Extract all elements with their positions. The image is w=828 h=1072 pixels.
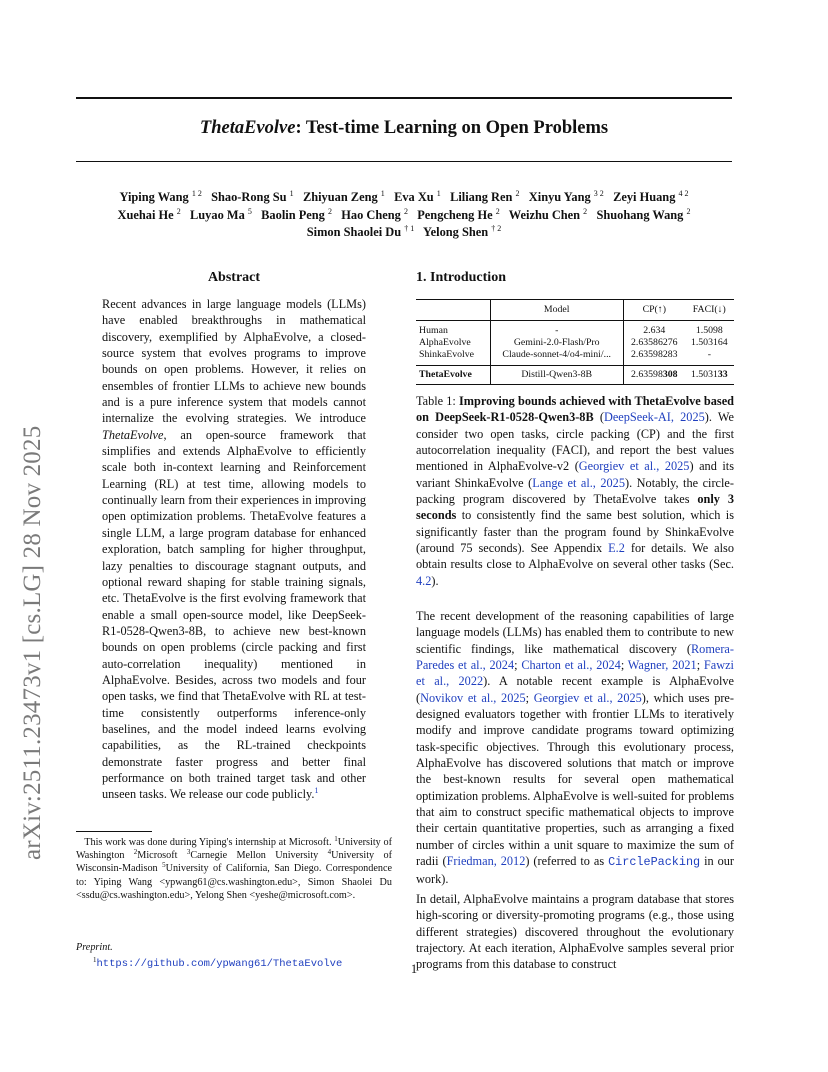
footnote-rule	[76, 831, 152, 832]
citation-link[interactable]: Charton et al., 2024	[521, 658, 621, 673]
citation-link[interactable]: Lange et al., 2025	[532, 475, 625, 490]
caption-bold: only 3 seconds	[416, 492, 734, 523]
table-header-row	[416, 300, 734, 321]
author: Zhiyuan Zeng	[302, 190, 378, 204]
table-header-cell	[416, 300, 490, 321]
caption-label: Table 1:	[416, 394, 460, 408]
table-cell: Gemini-2.0-Flash/Pro	[490, 337, 623, 349]
body-text: ). A notable recent example is AlphaEvolve (	[416, 674, 734, 705]
table-cell: 2.63598283	[631, 349, 678, 360]
table-cell: -	[707, 349, 711, 360]
affiliation-mark: 2	[327, 206, 332, 216]
abstract-system-name: ThetaEvolve	[102, 427, 164, 442]
affiliation-mark: 4 2	[678, 189, 689, 198]
affiliation: Microsoft	[137, 850, 187, 862]
affiliation-mark: 2	[495, 206, 500, 216]
table-header-cell: CP(↑)	[642, 304, 666, 315]
author: Shuohang Wang	[596, 207, 684, 222]
body-text: ;	[620, 658, 628, 673]
author: Yiping Wang	[119, 190, 189, 204]
title-system-name: ThetaEvolve	[199, 118, 296, 138]
cp-value: 2.63598	[631, 369, 663, 380]
author: Weizhu Chen	[508, 207, 581, 222]
table-cell: -	[490, 321, 623, 338]
author-line-2	[76, 207, 732, 225]
body-text: The recent development of the reasoning capabilities of large language models (LLMs) has enabled them to contribute to new scientific findings, like mathematical discovery (	[416, 609, 734, 656]
caption-bold: Improving bounds achieved with ThetaEvolve based on DeepSeek-R1-0528-Qwen3-8B	[416, 394, 734, 425]
author: Eva Xu	[394, 190, 434, 204]
author: Xinyu Yang	[528, 190, 591, 204]
footnote-mark: 1	[93, 956, 97, 964]
title-rule-top	[76, 97, 732, 99]
title-rest: : Test-time Learning on Open Problems	[295, 118, 609, 138]
paper-title	[76, 118, 732, 139]
affiliation-mark: 1 2	[191, 189, 202, 198]
author: Zeyi Huang	[613, 190, 676, 204]
cp-value-bold: 308	[662, 369, 678, 380]
table-cell: ThetaEvolve	[419, 369, 472, 380]
affiliation-mark: 1	[436, 189, 441, 198]
caption-text: ).	[431, 573, 439, 588]
section-link[interactable]: 4.2	[416, 573, 432, 588]
affiliation-mark: 3 2	[593, 189, 604, 198]
affiliation-mark: 2	[583, 206, 588, 216]
caption-text: ) and its variant ShinkaEvolve (	[416, 459, 735, 490]
table-header-cell: FACI(↓)	[692, 304, 726, 315]
affiliation-footnote	[76, 836, 392, 902]
caption-text: to consistently find the same best solution, which is significantly faster than the program found by ShinkaEvolve (around 75 seconds). See Appendix	[416, 508, 734, 556]
citation-link[interactable]: Wagner, 2021	[627, 658, 697, 673]
code-url-link[interactable]: https://github.com/ypwang61/ThetaEvolve	[96, 958, 343, 970]
author: Shao-Rong Su	[211, 190, 287, 204]
caption-text: (	[593, 410, 604, 425]
table-row-ours	[416, 366, 734, 385]
correspondence: University of California, San Diego. Correspondence to: Yiping Wang <ypwang61@cs.washington.edu>, Simon Shaolei Du <ssdu@cs.washington.edu>, Yelong Shen <yeshe@microsoft.com>.	[76, 863, 393, 901]
intro-paragraph-2: In detail, AlphaEvolve maintains a program database that stores high-scoring or diversity-promoting programs (e.g., those using different strategies) discovered throughout the evolutionary trajectory. At each iteration, AlphaEvolve samples several prior programs from this database to construct	[416, 892, 734, 972]
citation-link[interactable]: Georgiev et al., 2025	[578, 459, 690, 474]
page-number: 1	[410, 962, 418, 976]
table-cell	[685, 366, 734, 385]
citation-link[interactable]: Friedman, 2012	[446, 854, 526, 869]
table-cell: 1.5098	[695, 325, 723, 336]
author: Luyao Ma	[190, 207, 245, 222]
affiliation-mark: 2	[133, 848, 138, 857]
affiliation: University of Wisconsin-Madison	[76, 850, 392, 875]
author: Xuehai He	[117, 207, 174, 222]
caption-text: ). We consider two open tasks, circle packing (CP) and the first autocorrelation inequality (FACI), and report the best values mentioned in AlphaEvolve-v2 (	[416, 410, 734, 474]
affiliation-mark: 2	[686, 206, 691, 216]
caption-text: for details. We also obtain results close to AlphaEvolve on several other tasks (Sec.	[416, 541, 734, 572]
citation-link[interactable]: Georgiev et al., 2025	[533, 690, 642, 705]
affiliation-mark: † 1	[404, 224, 415, 233]
table-cell: 1.503164	[690, 337, 728, 348]
citation-link[interactable]: Fawzi et al., 2022	[416, 658, 734, 689]
affiliation-mark: 3	[186, 848, 191, 857]
author: Yelong Shen	[423, 225, 489, 239]
author: Baolin Peng	[261, 207, 325, 222]
author: Liliang Ren	[450, 190, 513, 204]
faci-value-bold: 33	[717, 369, 728, 380]
affiliation: University of Washington	[76, 837, 393, 862]
intro-paragraph-1	[416, 608, 734, 887]
author: Hao Cheng	[341, 207, 401, 222]
table-cell: Claude-sonnet-4/o4-mini/...	[490, 349, 623, 366]
code-link[interactable]: CirclePacking	[608, 855, 701, 870]
table-row	[416, 349, 734, 366]
author-line-1	[76, 189, 732, 207]
affiliation-mark: † 2	[491, 224, 502, 233]
footnote-link[interactable]: 1	[314, 786, 319, 796]
table-cell: 2.63586276	[631, 337, 678, 348]
table-cell	[623, 366, 684, 385]
footnote-text: This work was done during Yiping's internship at Microsoft.	[84, 837, 335, 848]
faci-value: 1.5031	[690, 369, 718, 380]
table-cell: AlphaEvolve	[419, 337, 471, 348]
author-line-3	[76, 224, 732, 242]
body-text: ;	[696, 658, 704, 673]
affiliation-mark: 4	[327, 848, 332, 857]
affiliation: Carnegie Mellon University	[190, 850, 328, 862]
author-list	[76, 189, 732, 242]
section-heading-introduction: 1. Introduction	[416, 270, 506, 285]
results-table	[416, 299, 734, 385]
citation-link[interactable]: DeepSeek-AI, 2025	[603, 410, 705, 425]
body-text: ), which uses pre-designed evaluators together with frontier LLMs to iteratively modify and improve candidate programs toward optimizing task-specific objectives. Through this evolutionary process, AlphaEvolve has discovered solutions that match or improve the best-known results for several open mathematical optimization problems. AlphaEvolve is well-suited for problems that aim to construct specific mathematical objects to improve their certain quantitative properties, such as arranging a fixed number of circles within a unit square to maximize the sum of radii (	[416, 690, 734, 869]
abstract-text-cont: , an open-source framework that simplifies and extends AlphaEvolve to efficiently scale both in-context learning and Reinforcement Learning (RL) at test time, allowing models to continually learn from their experiences in improving open optimization problems. ThetaEvolve features a single LLM, a large program database for enhanced exploration, batch sampling for higher throughput, lazy penalties to discourage stagnant outputs, and optional reward shaping for stable training signals, etc. ThetaEvolve is the first evolving framework that enable a small open-source model, like DeepSeek-R1-0528-Qwen3-8B, to achieve new best-known bounds on open problems (circle packing and first auto-correlation inequality) mentioned in AlphaEvolve. Besides, across two models and four open tasks, we find that ThetaEvolve with RL at test-time consistently outperforms inference-only baselines, and the model indeed learns evolving capabilities, as the RL-trained checkpoints demonstrate faster progress and better final performance on both trained target task and other unseen tasks. We release our code publicly.	[102, 427, 366, 802]
citation-link[interactable]: Novikov et al., 2025	[420, 690, 526, 705]
body-text: in our work).	[416, 854, 734, 886]
author: Pengcheng He	[417, 207, 493, 222]
affiliation-mark: 2	[515, 189, 520, 198]
table-row	[416, 337, 734, 349]
body-text: ;	[525, 690, 534, 705]
table-cell: ShinkaEvolve	[419, 349, 474, 360]
abstract-heading: Abstract	[207, 270, 261, 285]
affiliation-mark: 1	[334, 835, 338, 843]
affiliation-mark: 5	[247, 206, 252, 216]
affiliation-mark: 2	[403, 206, 408, 216]
preprint-label: Preprint.	[76, 942, 113, 953]
caption-text: ). Notably, the circle-packing program discovered by ThetaEvolve takes	[416, 475, 734, 507]
author: Simon Shaolei Du	[306, 225, 402, 239]
table-caption	[416, 393, 734, 589]
table-header-cell: Model	[490, 300, 623, 321]
body-text: ;	[514, 658, 522, 673]
arxiv-stamp: arXiv:2511.23473v1 [cs.LG] 28 Nov 2025	[19, 425, 46, 860]
abstract-text: Recent advances in large language models (LLMs) have enabled breakthroughs in mathematical discovery, exemplified by AlphaEvolve, a closed-source system that evolves programs to improve bounds on open problems. However, it relies on ensembles of frontier LLMs to achieve new bounds and is a pure inference system that models cannot internalize the evolving strategies. We introduce	[102, 297, 366, 426]
abstract-body	[102, 296, 366, 803]
body-text: ) (referred to as	[525, 854, 609, 869]
citation-link[interactable]: Romera-Paredes et al., 2024	[416, 641, 734, 673]
table-cell: 2.634	[643, 325, 666, 336]
table-cell: Distill-Qwen3-8B	[490, 366, 623, 385]
table-row	[416, 321, 734, 338]
affiliation-mark: 5	[162, 861, 166, 870]
title-rule-bottom	[76, 161, 732, 162]
appendix-link[interactable]: E.2	[608, 541, 625, 556]
affiliation-mark: 1	[289, 189, 294, 198]
affiliation-mark: 2	[176, 206, 181, 216]
table-cell: Human	[419, 325, 448, 336]
affiliation-mark: 1	[380, 189, 385, 198]
